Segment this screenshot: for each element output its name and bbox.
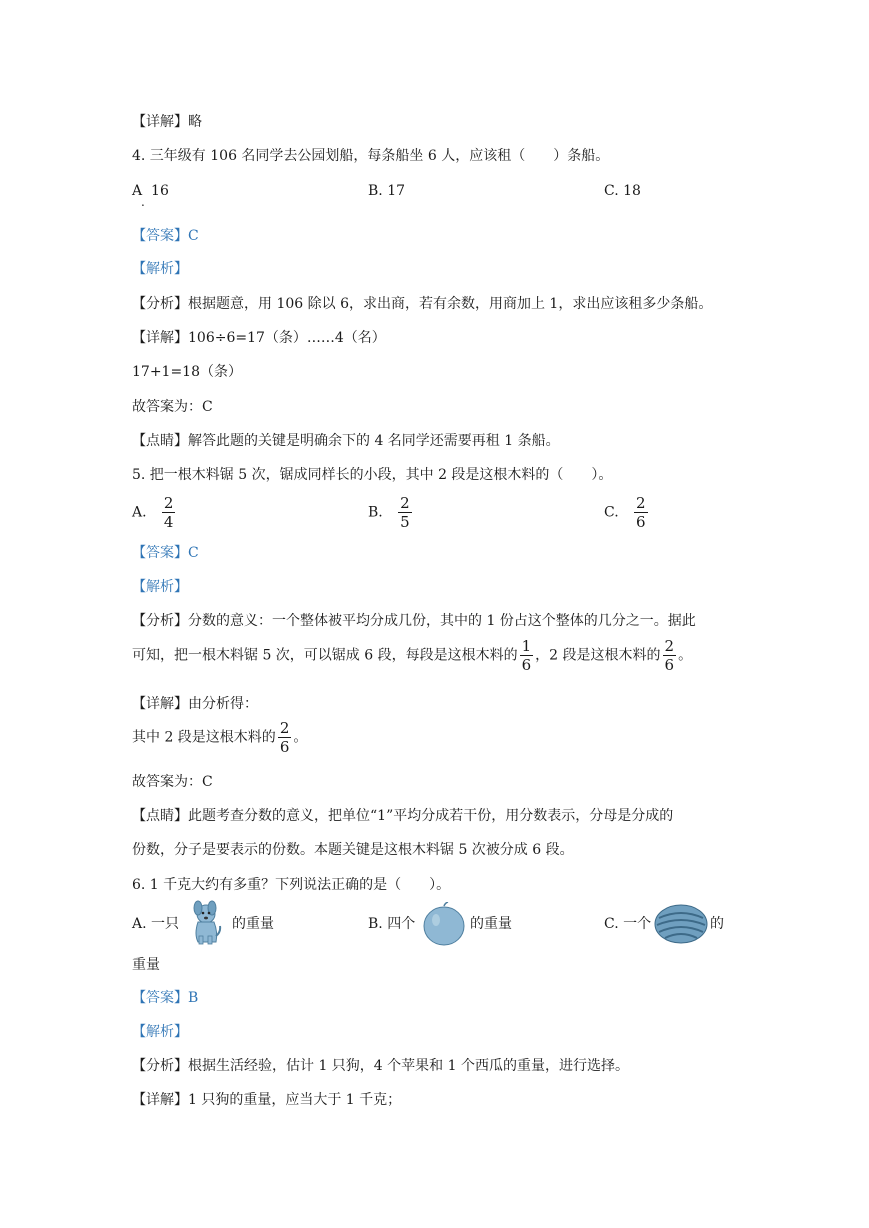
q6-detail: 【详解】1 只狗的重量，应当大于 1 千克； — [132, 1092, 402, 1108]
q5-option-b-numerator: 2 — [400, 494, 410, 512]
q4-analysis: 【分析】根据题意，用 106 除以 6，求出商，若有余数，用商加上 1，求出应该租多少条船。 — [132, 296, 713, 312]
q6-option-b-post: 的重量 — [470, 916, 512, 932]
q5-option-a-fraction — [162, 494, 176, 531]
q4-answer — [132, 226, 199, 246]
q6-option-b-pre: B. 四个 — [368, 916, 416, 932]
q5-answer-text: 【答案】C — [132, 545, 199, 561]
detail-line: 【详解】略 — [132, 114, 202, 130]
q4-answer-text: 【答案】C — [132, 228, 199, 244]
q5-analysis-line-2 — [132, 637, 692, 674]
q4-key-point: 【点睛】解答此题的关键是明确余下的 4 名同学还需要再租 1 条船。 — [132, 433, 560, 449]
q5-analysis-line-1: 【分析】分数的意义：一个整体被平均分成几份，其中的 1 份占这个整体的几分之一。据此 — [132, 613, 696, 629]
q6-analysis: 【分析】根据生活经验，估计 1 只狗，4 个苹果和 1 个西瓜的重量，进行选择。 — [132, 1058, 629, 1074]
q5-option-c — [604, 494, 650, 531]
q4-option-a: A . 16 — [132, 183, 169, 209]
q6-jiexi-label: 【解析】 — [132, 1024, 188, 1040]
fraction-two-sixths-numerator: 2 — [664, 637, 675, 655]
watermelon-icon — [654, 904, 708, 944]
q6-answer — [132, 988, 198, 1008]
q5-option-b-fraction — [398, 494, 412, 531]
fraction-two-sixths — [663, 637, 677, 674]
q4-option-b: B. 17 — [368, 183, 406, 199]
q5-detail-result — [132, 719, 307, 756]
q6-option-c-post: 的 — [710, 916, 724, 932]
fraction-one-sixth-denominator: 6 — [521, 656, 532, 674]
q5-analysis-text-a: 可知，把一根木料锯 5 次，可以锯成 6 段，每段是这根木料的 — [132, 647, 518, 664]
q5-option-a-numerator: 2 — [163, 494, 174, 512]
q5-detail-text-a: 其中 2 段是这根木料的 — [132, 729, 276, 746]
q6-answer-text: 【答案】B — [132, 990, 199, 1006]
q6-option-c-wrap: 重量 — [132, 957, 160, 973]
q5-option-b-denominator: 5 — [400, 513, 410, 531]
q4-option-a-value: 16 — [151, 183, 169, 199]
q5-option-c-fraction — [634, 494, 648, 531]
q5-jiexi-label: 【解析】 — [132, 579, 188, 595]
fraction-one-sixth — [520, 637, 534, 674]
q4-option-c: C. 18 — [604, 183, 641, 199]
q4-option-a-letter: A — [132, 183, 143, 199]
fraction-two-sixths-detail — [278, 719, 292, 756]
q5-analysis-text-b: ，2 段是这根木料的 — [535, 647, 661, 664]
q5-option-a — [132, 494, 177, 531]
q5-answer — [132, 543, 199, 563]
apple-icon — [422, 902, 466, 946]
fraction-two-sixths-detail-denominator: 6 — [279, 738, 290, 756]
q5-option-c-numerator: 2 — [636, 494, 646, 512]
q5-option-a-denominator: 4 — [163, 513, 174, 531]
q5-final-answer: 故答案为：C — [132, 774, 213, 790]
q6-option-c-pre: C. 一个 — [604, 916, 652, 932]
q6-option-a-post: 的重量 — [232, 916, 274, 932]
q5-detail: 【详解】由分析得： — [132, 696, 258, 712]
fraction-two-sixths-denominator: 6 — [664, 656, 675, 674]
q5-option-c-denominator: 6 — [636, 513, 646, 531]
question-4: 4. 三年级有 106 名同学去公园划船，每条船坐 6 人，应该租（ ）条船。 — [132, 148, 610, 164]
q5-key-point-line-1: 【点睛】此题考查分数的意义，把单位“1”平均分成若干份，用分数表示，分母是分成的 — [132, 808, 674, 824]
question-5: 5. 把一根木料锯 5 次，锯成同样长的小段，其中 2 段是这根木料的（ ）。 — [132, 467, 613, 483]
fraction-one-sixth-numerator: 1 — [521, 637, 532, 655]
question-6: 6. 1 千克大约有多重？下列说法正确的是（ ）。 — [132, 877, 451, 893]
q4-detail: 【详解】106÷6=17（条）……4（名） — [132, 330, 386, 346]
q4-calculation: 17+1=18（条） — [132, 364, 242, 380]
dog-icon — [186, 900, 222, 946]
q5-option-c-label: C. — [604, 504, 619, 521]
q5-analysis-text-c: 。 — [678, 647, 693, 664]
q5-option-a-label: A. — [132, 504, 147, 521]
q6-option-a-pre: A. 一只 — [132, 916, 180, 932]
q5-key-point-line-2: 份数，分子是要表示的份数。本题关键是这根木料锯 5 次被分成 6 段。 — [132, 842, 574, 858]
q4-final-answer: 故答案为：C — [132, 399, 213, 415]
q4-jiexi-label: 【解析】 — [132, 261, 188, 277]
q5-option-b-label: B. — [368, 504, 383, 521]
fraction-two-sixths-detail-numerator: 2 — [279, 719, 290, 737]
q5-option-b — [368, 494, 414, 531]
q5-detail-text-b: 。 — [293, 729, 308, 746]
